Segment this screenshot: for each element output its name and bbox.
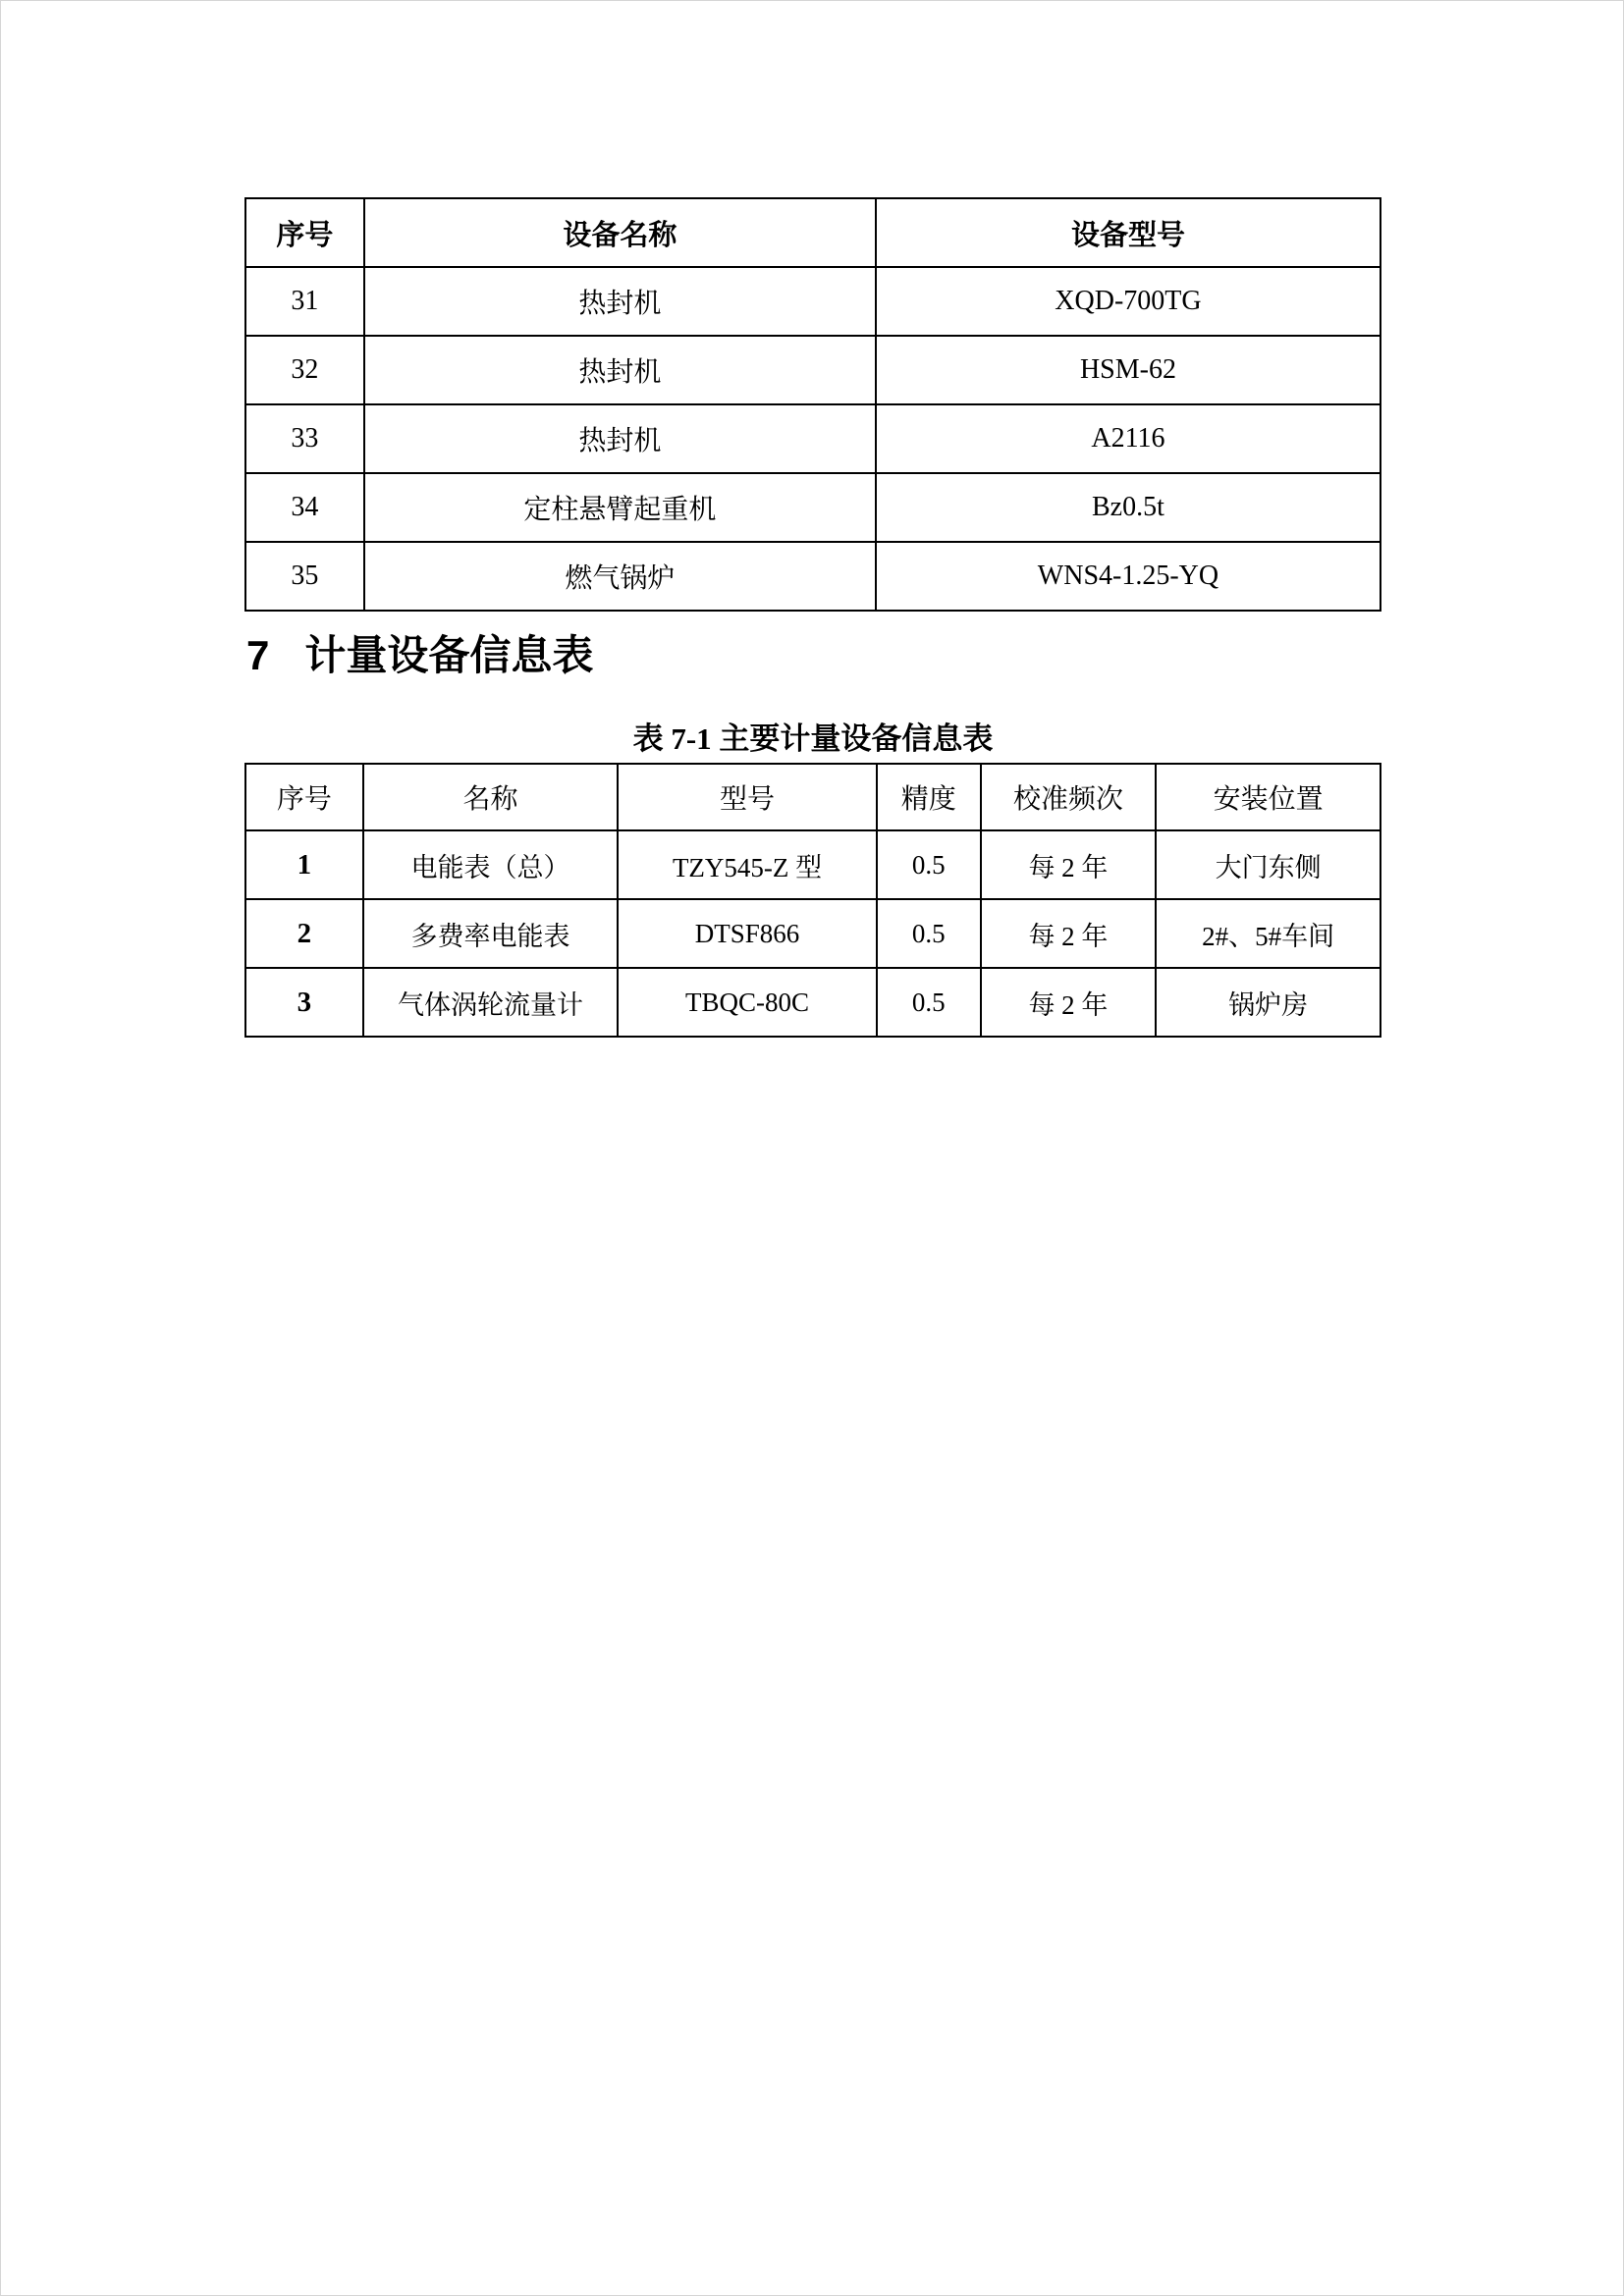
cell-serial: 31 xyxy=(245,267,364,336)
section-title: 计量设备信息表 xyxy=(304,632,594,678)
header-name: 名称 xyxy=(363,764,619,830)
metering-table xyxy=(244,763,1381,1038)
table-row xyxy=(245,830,1380,899)
cell-model: DTSF866 xyxy=(618,899,877,968)
header-calibration: 校准频次 xyxy=(981,764,1157,830)
cell-device-name: 燃气锅炉 xyxy=(364,542,876,611)
cell-device-name: 定柱悬臂起重机 xyxy=(364,473,876,542)
cell-serial: 32 xyxy=(245,336,364,404)
cell-accuracy: 0.5 xyxy=(877,830,981,899)
cell-location: 锅炉房 xyxy=(1156,968,1380,1037)
cell-serial: 34 xyxy=(245,473,364,542)
table-row xyxy=(245,267,1380,336)
cell-calibration: 每 2 年 xyxy=(981,830,1157,899)
table-row xyxy=(245,968,1380,1037)
cell-device-model: XQD-700TG xyxy=(876,267,1380,336)
table-row xyxy=(245,336,1380,404)
cell-device-model: A2116 xyxy=(876,404,1380,473)
cell-location: 2#、5#车间 xyxy=(1156,899,1380,968)
table-row xyxy=(245,473,1380,542)
cell-serial: 1 xyxy=(245,830,363,899)
cell-name: 电能表（总） xyxy=(363,830,619,899)
cell-serial: 35 xyxy=(245,542,364,611)
table-row xyxy=(245,542,1380,611)
cell-accuracy: 0.5 xyxy=(877,968,981,1037)
cell-serial: 2 xyxy=(245,899,363,968)
header-serial: 序号 xyxy=(245,764,363,830)
cell-device-name: 热封机 xyxy=(364,404,876,473)
cell-model: TBQC-80C xyxy=(618,968,877,1037)
cell-device-name: 热封机 xyxy=(364,336,876,404)
section-heading xyxy=(246,633,593,678)
cell-location: 大门东侧 xyxy=(1156,830,1380,899)
cell-device-model: HSM-62 xyxy=(876,336,1380,404)
equipment-table xyxy=(244,197,1381,612)
cell-device-name: 热封机 xyxy=(364,267,876,336)
table-row xyxy=(245,899,1380,968)
cell-calibration: 每 2 年 xyxy=(981,899,1157,968)
cell-serial: 3 xyxy=(245,968,363,1037)
metering-table-header-row xyxy=(245,764,1380,830)
cell-name: 多费率电能表 xyxy=(363,899,619,968)
header-device-name: 设备名称 xyxy=(364,198,876,267)
cell-name: 气体涡轮流量计 xyxy=(363,968,619,1037)
header-accuracy: 精度 xyxy=(877,764,981,830)
header-model: 型号 xyxy=(618,764,877,830)
cell-calibration: 每 2 年 xyxy=(981,968,1157,1037)
cell-accuracy: 0.5 xyxy=(877,899,981,968)
header-device-model: 设备型号 xyxy=(876,198,1380,267)
equipment-table-header-row xyxy=(245,198,1380,267)
table-caption: 表 7-1 主要计量设备信息表 xyxy=(632,721,994,756)
header-serial: 序号 xyxy=(245,198,364,267)
table-row xyxy=(245,404,1380,473)
cell-serial: 33 xyxy=(245,404,364,473)
header-location: 安装位置 xyxy=(1156,764,1380,830)
cell-model: TZY545-Z 型 xyxy=(618,830,877,899)
cell-device-model: Bz0.5t xyxy=(876,473,1380,542)
section-number: 7 xyxy=(246,632,270,678)
cell-device-model: WNS4-1.25-YQ xyxy=(876,542,1380,611)
